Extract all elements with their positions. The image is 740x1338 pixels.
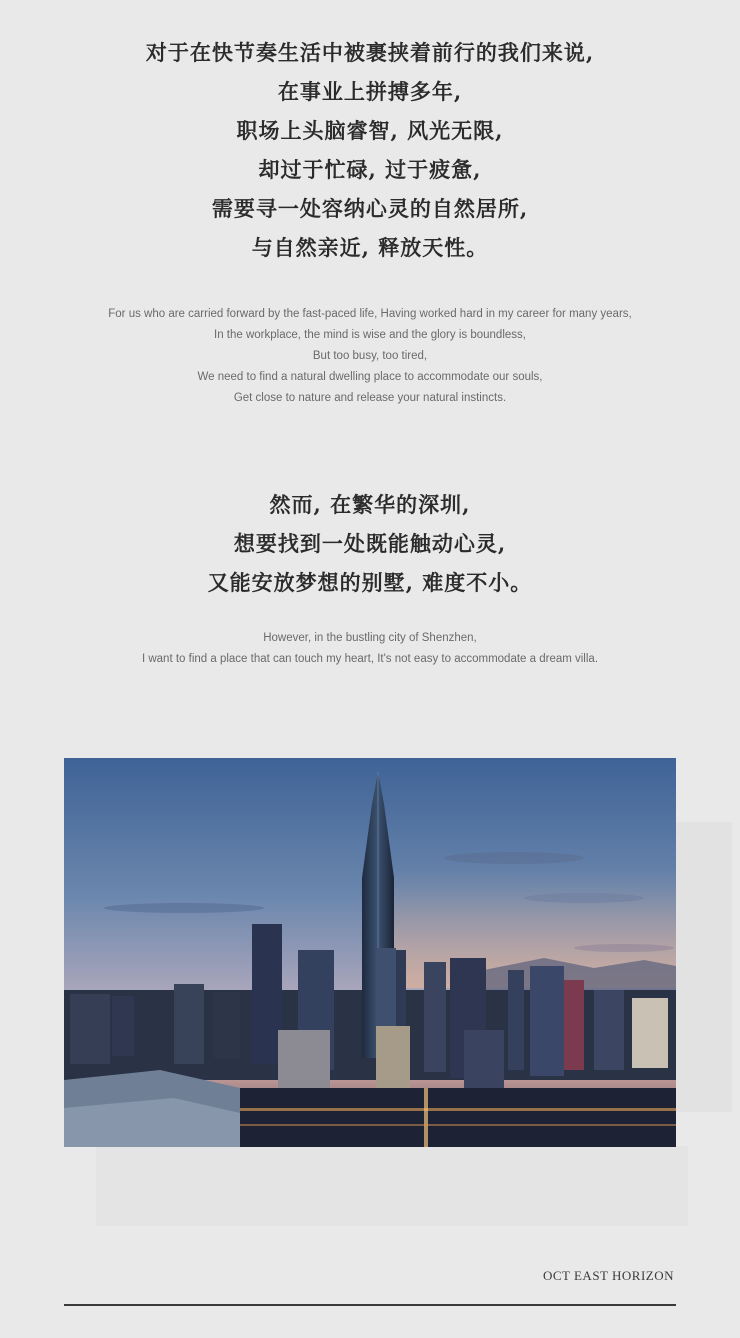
brand-logo-text: OCT EAST HORIZON <box>542 1268 674 1283</box>
en-line: For us who are carried forward by the fast-paced life, Having worked hard in my career for many years, <box>108 308 632 320</box>
intro-english-text <box>0 304 740 409</box>
zh-line: 与自然亲近, 释放天性。 <box>251 235 489 260</box>
shenzhen-english-text <box>0 628 740 670</box>
decorative-backdrop <box>96 1146 688 1226</box>
intro-chinese-text <box>0 33 740 267</box>
divider <box>64 1304 676 1306</box>
decorative-backdrop <box>676 822 732 1112</box>
zh-line: 需要寻一处容纳心灵的自然居所, <box>211 196 529 221</box>
zh-line: 然而, 在繁华的深圳, <box>269 492 471 517</box>
en-line: We need to find a natural dwelling place to accommodate our souls, <box>197 371 543 383</box>
en-line: I want to find a place that can touch my heart, It's not easy to accommodate a dream villa. <box>141 653 599 665</box>
zh-line: 想要找到一处既能触动心灵, <box>233 531 507 556</box>
shenzhen-skyline-photo <box>64 758 676 1147</box>
en-line: In the workplace, the mind is wise and the glory is boundless, <box>214 329 526 341</box>
zh-line: 又能安放梦想的别墅, 难度不小。 <box>207 570 533 595</box>
en-line: But too busy, too tired, <box>312 350 428 362</box>
zh-line: 对于在快节奏生活中被裹挟着前行的我们来说, <box>145 40 595 65</box>
en-line: Get close to nature and release your natural instincts. <box>233 392 507 404</box>
zh-line: 却过于忙碌, 过于疲惫, <box>258 157 482 182</box>
zh-line: 职场上头脑睿智, 风光无限, <box>236 118 504 143</box>
en-line: However, in the bustling city of Shenzhen, <box>263 632 477 644</box>
zh-line: 在事业上拼搏多年, <box>277 79 463 104</box>
shenzhen-chinese-text <box>0 485 740 602</box>
